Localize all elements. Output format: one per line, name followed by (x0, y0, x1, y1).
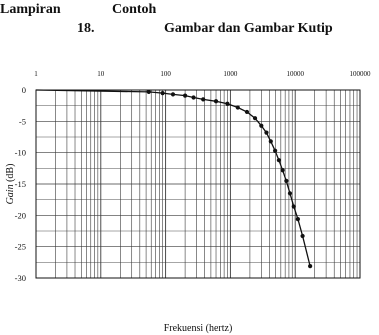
y-axis-label-unit: (dB) (5, 163, 16, 185)
data-point (245, 110, 249, 114)
data-point (292, 204, 296, 208)
data-point (183, 94, 187, 98)
series (36, 90, 312, 268)
y-tick-label: -5 (18, 116, 26, 127)
x-tick-label: 1 (34, 70, 38, 78)
data-point (277, 158, 281, 162)
x-tick-label: 100000 (349, 70, 371, 78)
header-title: Gambar dan Gambar Kutip (164, 21, 333, 36)
data-point (296, 217, 300, 221)
x-tick-label: 100 (160, 70, 171, 78)
data-point (284, 179, 288, 183)
data-point (191, 95, 195, 99)
series-line (36, 90, 310, 266)
grid (36, 90, 360, 278)
y-tick-label: -25 (14, 241, 26, 252)
data-point (236, 105, 240, 109)
y-axis-label-gain: Gain (5, 184, 16, 205)
data-point (161, 91, 165, 95)
data-point (171, 92, 175, 96)
x-tick-label: 1000 (223, 70, 238, 78)
axis-ticks (15, 70, 371, 283)
data-point (259, 124, 263, 128)
header-label-lampiran: Lampiran (0, 2, 61, 17)
data-point (264, 131, 268, 135)
y-tick-label: -30 (14, 273, 26, 283)
data-point (253, 116, 257, 120)
data-point (214, 99, 218, 103)
data-point (273, 149, 277, 153)
x-tick-label: 10 (97, 70, 105, 78)
y-tick-label: -15 (14, 179, 26, 189)
y-axis-label (5, 164, 16, 205)
data-point (288, 191, 292, 195)
data-point (201, 97, 205, 101)
data-point (147, 90, 151, 94)
header-number: 18. (77, 21, 95, 36)
data-point (225, 102, 229, 106)
data-point (300, 234, 304, 238)
y-tick-label: 0 (21, 85, 26, 95)
header-label-contoh: Contoh (112, 2, 157, 17)
data-point (308, 264, 312, 268)
y-tick-label: -10 (14, 147, 26, 158)
x-axis-label: Frekuensi (hertz) (163, 323, 233, 334)
x-tick-label: 10000 (286, 70, 304, 78)
data-point (281, 168, 285, 172)
y-tick-label: -20 (14, 210, 26, 221)
data-point (269, 139, 273, 143)
